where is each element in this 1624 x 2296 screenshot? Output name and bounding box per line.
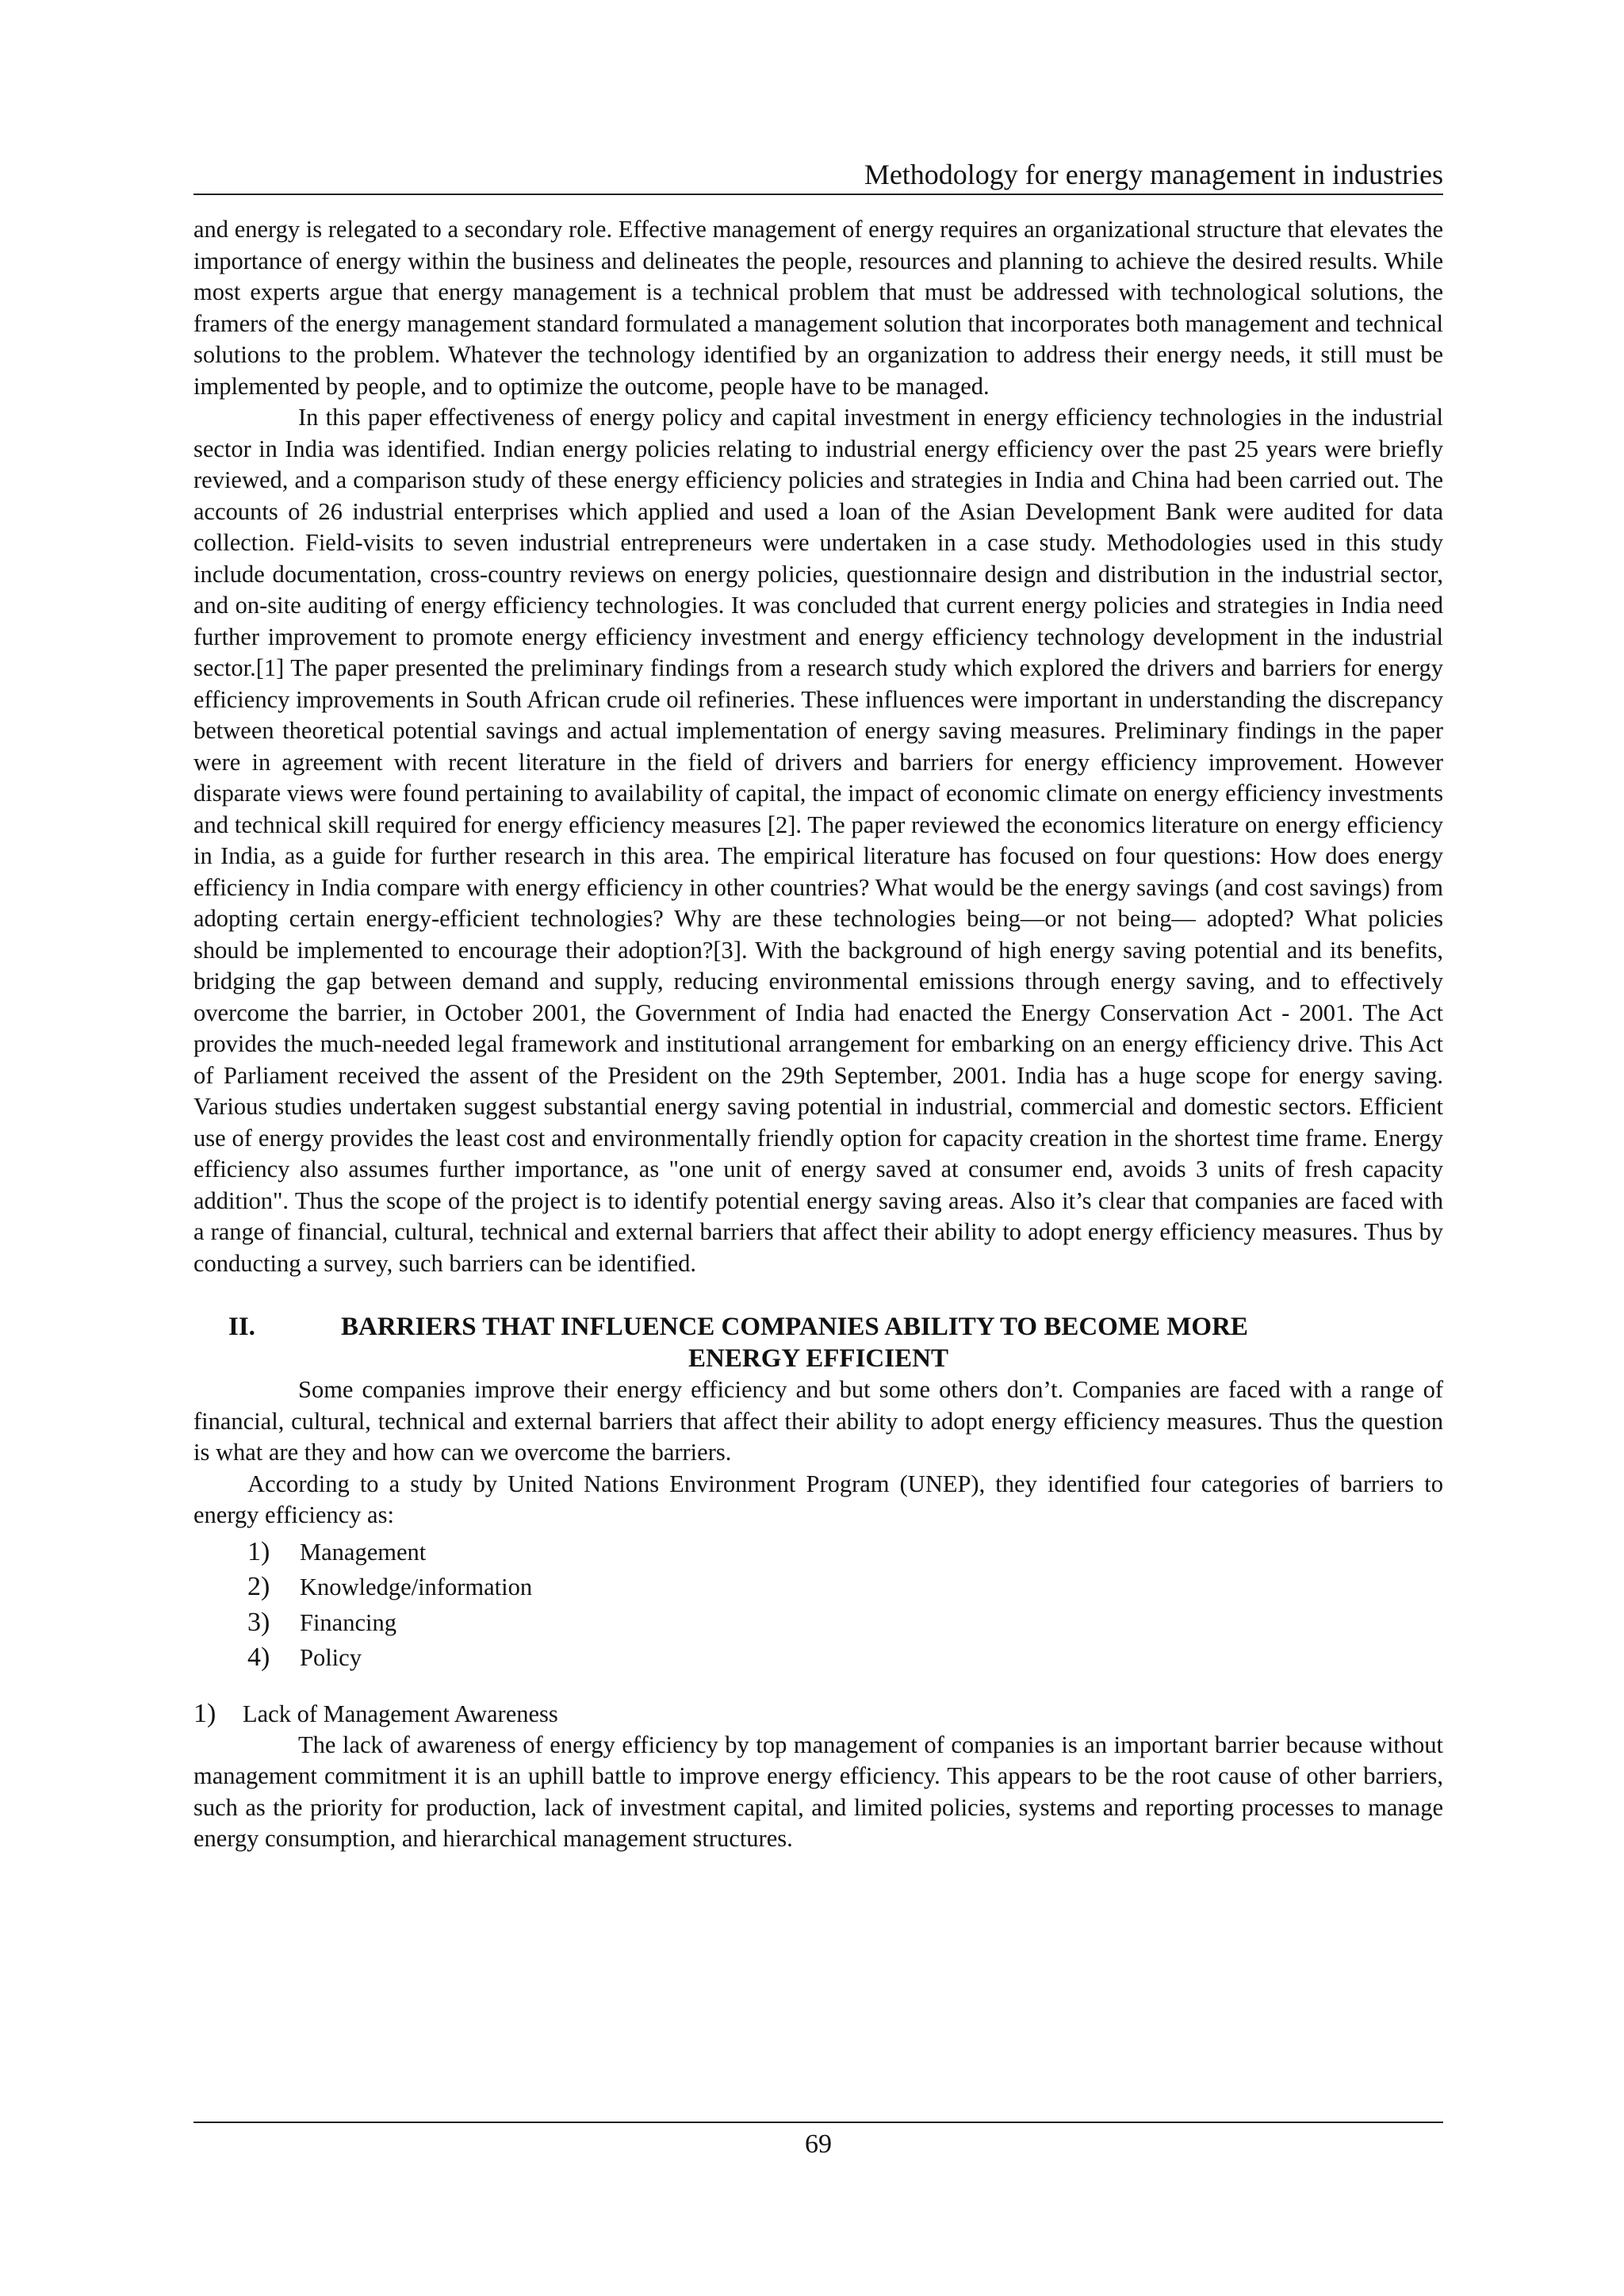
list-item-number: 3): [247, 1607, 270, 1637]
section-number: II.: [228, 1313, 255, 1341]
list-item-number: 4): [247, 1642, 270, 1672]
list-item-number: 1): [247, 1536, 270, 1566]
body-paragraph-literature: In this paper effectiveness of energy policy and capital investment in energy efficiency technologies in the industrial sector in India was identified. Indian energy policies relating to industrial energy efficiency over the past 25 years were briefly reviewed, and a comparison study of these energy efficiency policies and strategies in India and China had been carried out. The accounts of 26 industrial enterprises which applied and used a loan of the Asian Development Bank were audited for data collection. Field-visits to seven industrial entrepreneurs were undertaken in a case study. Methodologies used in this study include documentation, cross-country reviews on energy policies, questionnaire design and distribution in the industrial sector, and on-site auditing of energy efficiency technologies. It was concluded that current energy policies and strategies in India need further improvement to promote energy efficiency investment and energy efficiency technology development in the industrial sector.[1] The paper presented the preliminary findings from a research study which explored the drivers and barriers for energy efficiency improvements in South African crude oil refineries. These influences were important in understanding the discrepancy between theoretical potential savings and actual implementation of energy saving measures. Preliminary findings in the paper were in agreement with recent literature in the field of drivers and barriers for energy efficiency improvement. However disparate views were found pertaining to availability of capital, the impact of economic climate on energy efficiency investments and technical skill required for energy efficiency measures [2]. The paper reviewed the economics literature on energy efficiency in India, as a guide for further research in this area. The empirical literature has focused on four questions: How does energy efficiency in India compare with energy efficiency in other countries? What would be the energy savings (and cost savings) from adopting certain energy-efficient technologies? Why are these technologies being—or not being— adopted? What policies should be implemented to encourage their adoption?[3]. With the background of high energy saving potential and its benefits, bridging the gap between demand and supply, reducing environmental emissions through energy saving, and to effectively overcome the barrier, in October 2001, the Government of India had enacted the Energy Conservation Act - 2001. The Act provides the much-needed legal framework and institutional arrangement for embarking on an energy efficiency drive. This Act of Parliament received the assent of the President on the 29th September, 2001. India has a huge scope for energy saving. Various studies undertaken suggest substantial energy saving potential in industrial, commercial and domestic sectors. Efficient use of energy provides the least cost and environmentally friendly option for capacity creation in the shortest time frame. Energy efficiency also assumes further importance, as "one unit of energy saved at consumer end, avoids 3 units of fresh capacity addition". Thus the scope of the project is to identify potential energy saving areas. Also it’s clear that companies are faced with a range of financial, cultural, technical and external barriers that affect their ability to adopt energy efficiency measures. Thus by conducting a survey, such barriers can be identified.: [193, 404, 1443, 1277]
page-number: 69: [805, 2129, 832, 2159]
unep-paragraph: According to a study by United Nations Environment Program (UNEP), they identified four categories of barriers to energy efficiency as:: [193, 1470, 1443, 1528]
list-item-number: 2): [247, 1572, 270, 1601]
subsection-heading: [193, 1698, 1443, 1730]
barrier-category-list: [193, 1535, 1443, 1676]
list-item-label: Policy: [300, 1644, 362, 1671]
list-item-label: Management: [300, 1538, 427, 1566]
list-item: [193, 1640, 1443, 1676]
subsection-paragraph: The lack of awareness of energy efficiency by top management of companies is an important barrier because without management commitment it is an uphill battle to improve energy efficiency. This appears to be the root cause of other barriers, such as the priority for production, lack of investment capital, and limited policies, systems and reporting processes to manage energy consumption, and hierarchical management structures.: [193, 1731, 1443, 1852]
footer-rule: [193, 2122, 1443, 2123]
section-intro-paragraph: Some companies improve their energy efficiency and but some others don’t. Companies are faced with a range of financial, cultural, technical and external barriers that affect their ability to adopt energy efficiency measures. Thus the question is what are they and how can we overcome the barriers.: [193, 1376, 1443, 1466]
list-item-label: Financing: [300, 1608, 396, 1636]
list-item: [193, 1535, 1443, 1570]
list-item: [193, 1570, 1443, 1605]
section-title-line-2: ENERGY EFFICIENT: [688, 1344, 948, 1373]
list-item: [193, 1605, 1443, 1641]
section-heading: [193, 1311, 1443, 1374]
subsection-number: 1): [193, 1698, 216, 1728]
section-title-line-1: BARRIERS THAT INFLUENCE COMPANIES ABILITY TO BECOME MORE: [341, 1313, 1248, 1341]
header-rule: [193, 194, 1443, 195]
subsection-title: Lack of Management Awareness: [243, 1700, 558, 1727]
body-paragraph-continued: and energy is relegated to a secondary role. Effective management of energy requires an organizational structure that elevates the importance of energy within the business and delineates the people, resources and planning to achieve the desired results. While most experts argue that energy management is a technical problem that must be addressed with technological solutions, the framers of the energy management standard formulated a management solution that incorporates both management and technical solutions to the problem. Whatever the technology identified by an organization to address their energy needs, it still must be implemented by people, and to optimize the outcome, people have to be managed.: [193, 216, 1443, 400]
list-item-label: Knowledge/information: [300, 1573, 533, 1600]
body-column: [193, 214, 1443, 1855]
running-header: Methodology for energy management in industries: [864, 159, 1443, 190]
